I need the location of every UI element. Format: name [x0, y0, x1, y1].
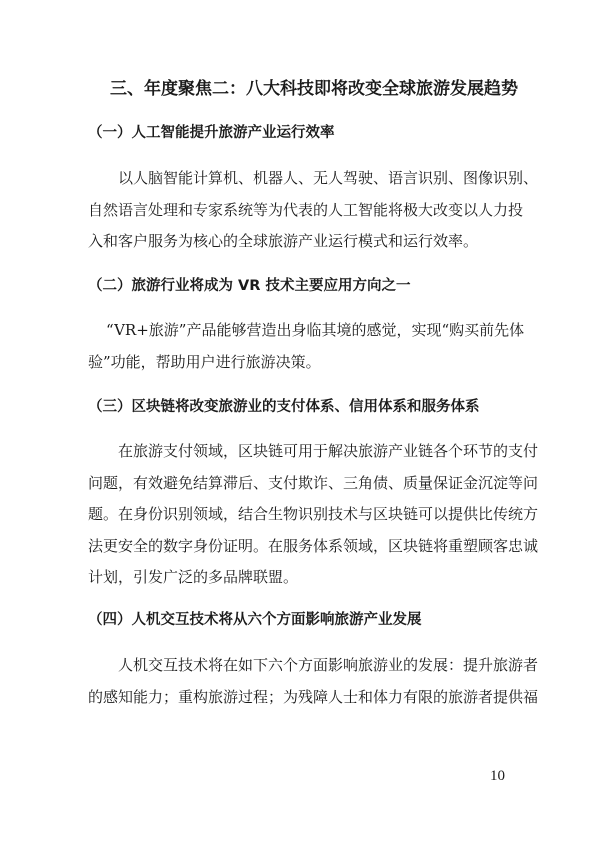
paragraph-line: 的感知能力；重构旅游过程；为残障人士和体力有限的旅游者提供福 [88, 687, 539, 706]
paragraph-line: “VR+旅游”产品能够营造出身临其境的感觉，实现“购买前先体 [106, 321, 525, 339]
subsection-heading-3: （三）区块链将改变旅游业的支付体系、信用体系和服务体系 [88, 399, 480, 415]
paragraph-line: 以人脑智能计算机、机器人、无人驾驶、语言识别、图像识别、 [118, 169, 539, 187]
subsection-heading-1: （一）人工智能提升旅游产业运行效率 [88, 125, 335, 141]
subsection-paragraph-4 [88, 650, 539, 713]
paragraph-line: 问题，有效避免结算滞后、支付欺诈、三角债、质量保证金沉淀等问 [88, 473, 539, 492]
paragraph-line: 题。在身份识别领域，结合生物识别技术与区块链可以提供比传统方 [88, 505, 539, 523]
section-title: 三、年度聚焦二：八大科技即将改变全球旅游发展趋势 [110, 79, 518, 99]
paragraph-line: 验”功能，帮助用户进行旅游决策。 [88, 352, 321, 371]
subsection-paragraph-3 [88, 436, 539, 594]
paragraph-line: 入和客户服务为核心的全球旅游产业运行模式和运行效率。 [88, 232, 479, 250]
paragraph-line: 人机交互技术将在如下六个方面影响旅游业的发展：提升旅游者 [118, 656, 539, 674]
subsection-paragraph-2 [88, 315, 525, 378]
subsection-heading-4: （四）人机交互技术将从六个方面影响旅游产业发展 [88, 612, 422, 628]
paragraph-line: 在旅游支付领域，区块链可用于解决旅游产业链各个环节的支付 [118, 442, 539, 460]
subsection-paragraph-1 [88, 163, 539, 258]
page-number: 10 [490, 768, 505, 784]
paragraph-line: 计划，引发广泛的多品牌联盟。 [88, 568, 299, 586]
subsection-heading-2: （二）旅游行业将成为 VR 技术主要应用方向之一 [88, 278, 411, 294]
paragraph-line: 法更安全的数字身份证明。在服务体系领域，区块链将重塑顾客忠诚 [88, 536, 539, 555]
paragraph-line: 自然语言处理和专家系统等为代表的人工智能将极大改变以人力投 [88, 200, 524, 219]
